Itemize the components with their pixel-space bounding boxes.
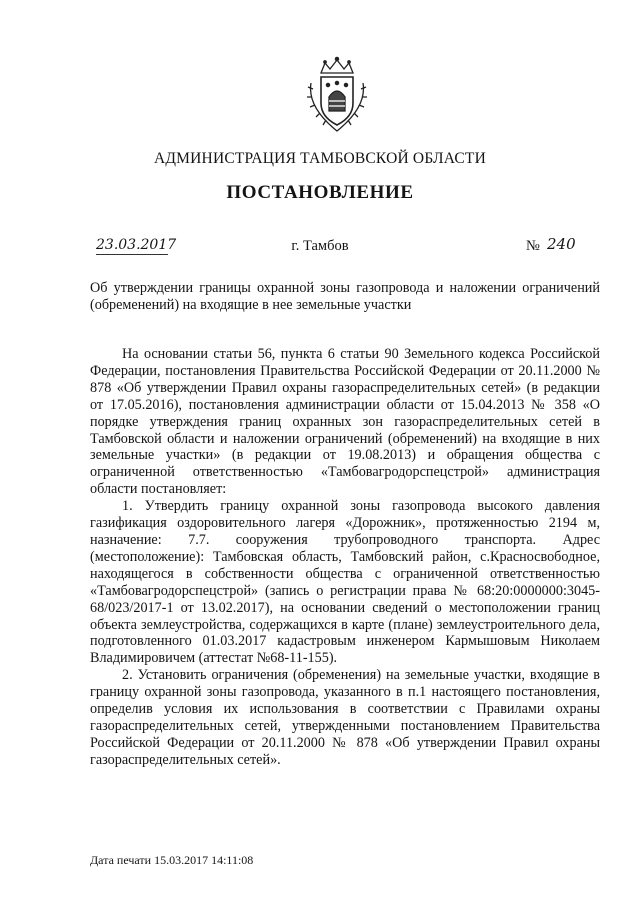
document-number-label: № — [526, 238, 540, 254]
body-paragraph-1: 1. Утвердить границу охранной зоны газопровода высокого давления газификация оздоровительного лагеря «Дорожник», протяженностью 2194 м, назначение: 7.7. сооружения трубопроводного транспорта. Адрес (местоположение): Тамбовская область, Тамбовский район, с.Красносвободное, находящегося в собственности общества с ограниченной ответственностью «Тамбовагродорспецстрой» (запись о регистрации права № 68:20:0000000:3045-68/023/2017-1 от 13.02.2017), на основании сведений о местоположении границ объекта землеустройства, содержащихся в карте (плане) землеустроительного дела, подготовленного 01.03.2017 кадастровым инженером Кармышовым Николаем Владимировичем (аттестат №68-11-155). — [90, 498, 600, 667]
organization-title: АДМИНИСТРАЦИЯ ТАМБОВСКОЙ ОБЛАСТИ — [154, 150, 486, 167]
coat-of-arms-icon — [297, 55, 377, 135]
document-city: г. Тамбов — [291, 238, 349, 254]
document-date: 23.03.2017 — [96, 237, 177, 253]
document-body — [90, 346, 600, 769]
body-paragraph-preamble: На основании статьи 56, пункта 6 статьи 90 Земельного кодекса Российской Федерации, постановления Правительства Российской Федерации от 20.11.2000 № 878 «Об утверждении Правил охраны газораспределительных сетей» (в редакции от 17.05.2016), постановления администрации области от 15.04.2013 № 358 «О порядке утверждения границ охранных зон газораспределительных сетей в Тамбовской области и наложении ограничений (обременений) на входящие в них земельные участки» (в редакции от 19.08.2013) и обращения общества с ограниченной ответственностью «Тамбовагродорспецстрой» администрация области постановляет: — [90, 346, 600, 498]
body-paragraph-2: 2. Установить ограничения (обременения) на земельные участки, входящие в границу охранной зоны газопровода, указанного в п.1 настоящего постановления, определив условия их использования в соответствии с Правилами охраны газораспределительных сетей, утвержденными постановлением Правительства Российской Федерации от 20.11.2000 № 878 «Об утверждении Правил охраны газораспределительных сетей». — [90, 667, 600, 768]
print-date: Дата печати 15.03.2017 14:11:08 — [90, 853, 254, 867]
document-subject: Об утверждении границы охранной зоны газопровода и наложении ограничений (обременений) на входящие в нее земельные участки — [90, 280, 600, 313]
document-number: 240 — [547, 235, 576, 253]
document-type-title: ПОСТАНОВЛЕНИЕ — [226, 182, 414, 203]
